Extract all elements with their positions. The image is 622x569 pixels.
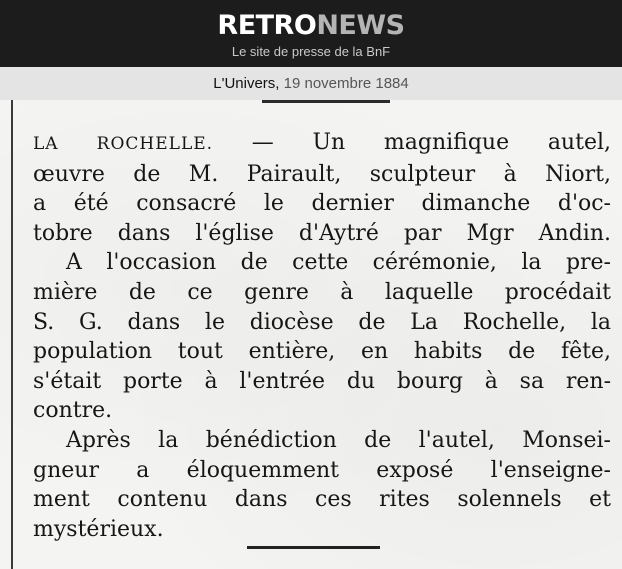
- article-line: ment contenu dans ces rites solennels et: [33, 487, 611, 513]
- article-line: S. G. dans le diocèse de La Rochelle, la: [33, 309, 611, 335]
- newspaper-scan: [0, 100, 622, 569]
- logo-retro-text: RETRO: [217, 10, 317, 41]
- article-text: [33, 128, 611, 544]
- article-line: Après la bénédiction de l'autel, Monsei-: [66, 427, 611, 453]
- article-line: mystérieux.: [33, 516, 164, 542]
- article-line: a été consacré le dernier dimanche d'oc-: [33, 191, 611, 217]
- article-lead: LA ROCHELLE.: [33, 134, 214, 154]
- article-line: s'était porte à l'entrée du bourg à sa ren-: [33, 368, 611, 394]
- logo-news-text: NEWS: [316, 10, 405, 41]
- article-line: mière de ce genre à laquelle procédait: [33, 279, 611, 305]
- top-separator: [262, 100, 390, 103]
- source-bar: [0, 67, 622, 100]
- article-line: LA ROCHELLE. — Un magnifique autel,: [33, 130, 611, 155]
- article-line: contre.: [33, 398, 113, 424]
- retronews-logo[interactable]: [0, 10, 622, 42]
- site-tagline: Le site de presse de la BnF: [231, 44, 391, 59]
- article-line: A l'occasion de cette cérémonie, la pre-: [66, 250, 611, 276]
- newspaper-title[interactable]: L'Univers,: [213, 75, 280, 92]
- publication-date: 19 novembre 1884: [283, 75, 409, 92]
- article-line: gneur a éloquemment exposé l'enseigne-: [33, 457, 611, 483]
- article-line: tobre dans l'église d'Aytré par Mgr Andin.: [33, 220, 611, 246]
- site-header: [0, 0, 622, 67]
- article-line: population tout entière, en habits de fête,: [33, 339, 611, 365]
- article-line: œuvre de M. Pairault, sculpteur à Niort,: [33, 161, 611, 187]
- column-rule: [11, 100, 13, 569]
- bottom-separator: [247, 546, 380, 549]
